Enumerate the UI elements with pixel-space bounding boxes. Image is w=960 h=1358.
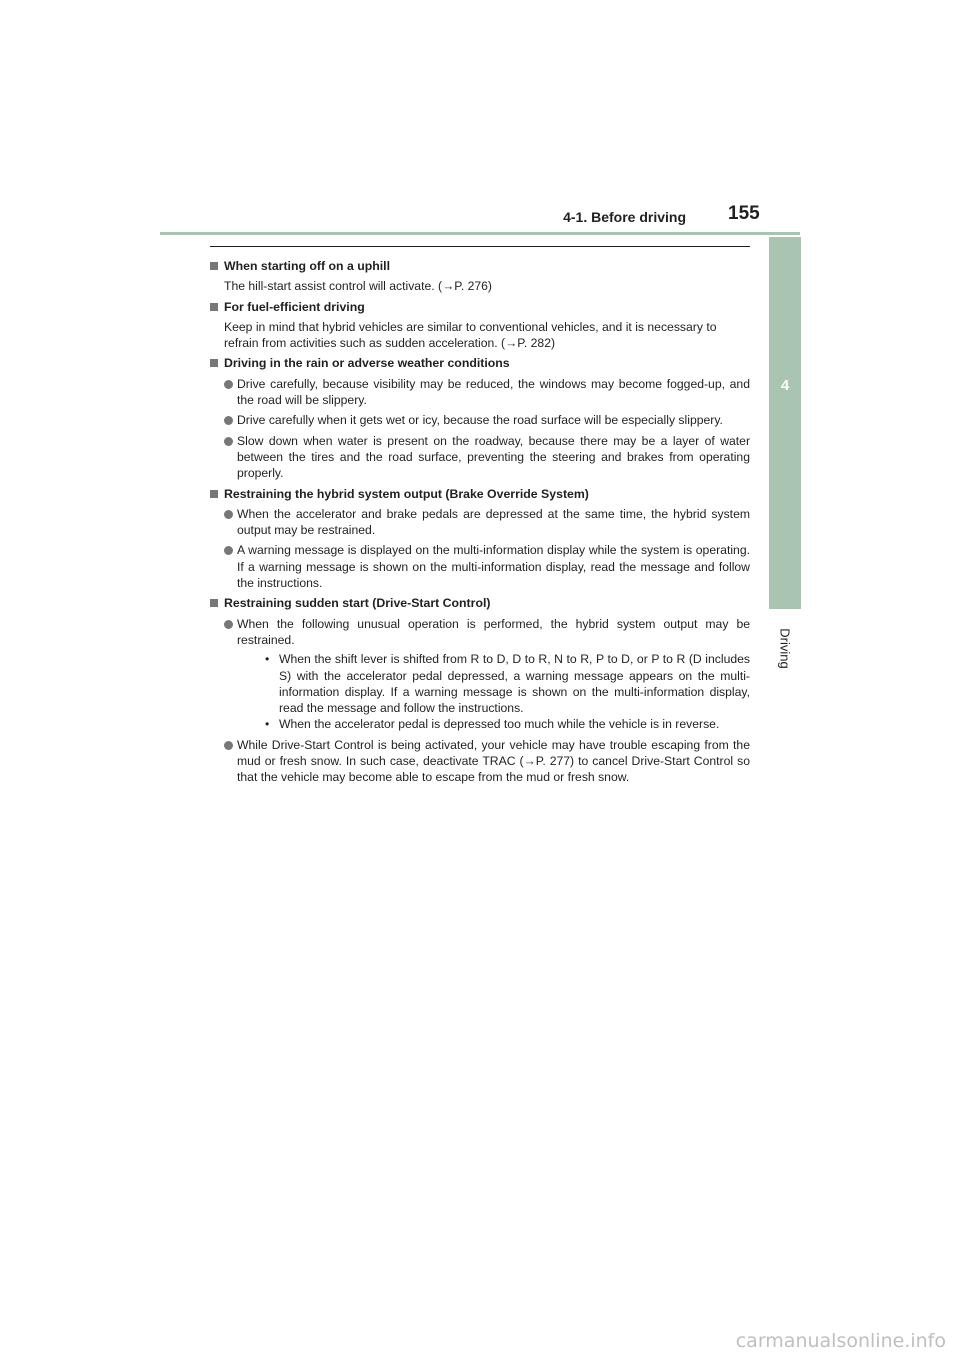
sub-list <box>237 651 750 732</box>
bullet-item <box>210 412 750 428</box>
sub-bullet-mark: • <box>265 717 270 732</box>
round-bullet-icon <box>224 437 233 446</box>
sub-item <box>265 716 750 732</box>
square-bullet-icon <box>210 599 218 607</box>
round-bullet-icon <box>224 741 233 750</box>
chapter-label <box>772 622 798 674</box>
square-bullet-icon <box>210 303 218 311</box>
page-content <box>210 258 750 786</box>
round-bullet-icon <box>224 546 233 555</box>
round-bullet-icon <box>224 620 233 629</box>
square-bullet-icon <box>210 262 218 270</box>
bullet-item <box>210 542 750 591</box>
sub-text: When the accelerator pedal is depressed too much while the vehicle is in reverse. <box>279 717 720 732</box>
sub-text: When the shift lever is shifted from R to D, D to R, N to R, P to D, or P to R (D includes S) with the accelerator pedal depressed, a warning message appears on the multi-information display. If a warning message is shown on the multi-information display, read the message and follow the instructions. <box>279 652 750 716</box>
heading-text: When starting off on a uphill <box>224 259 390 273</box>
section-heading <box>210 258 750 274</box>
bullet-item <box>210 737 750 786</box>
header-rule <box>160 232 800 235</box>
content-rule <box>210 246 750 247</box>
bullet-item <box>210 506 750 539</box>
square-bullet-icon <box>210 359 218 367</box>
section-paragraph: Keep in mind that hybrid vehicles are similar to conventional vehicles, and it is necessary to refrain from activities such as sudden acceleration. (→P. 282) <box>224 319 717 351</box>
bullet-text: Slow down when water is present on the roadway, because there may be a layer of water between the tires and the road surface, preventing the steering and brakes from operating properly. <box>237 433 750 481</box>
heading-text: Driving in the rain or adverse weather conditions <box>224 356 510 371</box>
bullet-text: While Drive-Start Control is being activated, your vehicle may have trouble escaping from the mud or fresh snow. In such case, deactivate TRAC (→P. 277) to cancel Drive-Start Control so that the vehicle may become able to escape from the mud or fresh snow. <box>237 737 750 785</box>
section-heading <box>210 486 750 502</box>
sub-item <box>265 651 750 716</box>
page-number: 155 <box>728 203 760 224</box>
section-title: 4-1. Before driving <box>563 209 686 225</box>
bullet-text: When the following unusual operation is performed, the hybrid system output may be restrained. <box>237 616 750 647</box>
section-heading <box>210 299 750 315</box>
watermark[interactable]: carmanualsonline.info <box>735 1330 946 1352</box>
chapter-tab[interactable] <box>769 237 801 609</box>
section-heading <box>210 595 750 611</box>
square-bullet-icon <box>210 490 218 498</box>
round-bullet-icon <box>224 380 233 389</box>
sub-bullet-mark: • <box>265 652 270 667</box>
round-bullet-icon <box>224 416 233 425</box>
bullet-text: When the accelerator and brake pedals are depressed at the same time, the hybrid system output may be restrained. <box>237 506 750 538</box>
bullet-text: A warning message is displayed on the multi-information display while the system is operating. If a warning message is shown on the multi-information display, read the message and follow the instructions. <box>237 543 750 591</box>
bullet-item <box>210 433 750 482</box>
bullet-item <box>210 376 750 409</box>
chapter-label-text: Driving <box>777 627 793 669</box>
section-heading <box>210 355 750 371</box>
section-paragraph: The hill-start assist control will activate. (→P. 276) <box>224 279 492 294</box>
round-bullet-icon <box>224 510 233 519</box>
heading-text: For fuel-efficient driving <box>224 299 365 314</box>
heading-text: Restraining sudden start (Drive-Start Control) <box>224 596 491 611</box>
bullet-text: Drive carefully when it gets wet or icy, because the road surface will be especially slippery. <box>237 413 723 428</box>
heading-text: Restraining the hybrid system output (Brake Override System) <box>224 486 589 501</box>
chapter-number: 4 <box>780 377 790 394</box>
bullet-text: Drive carefully, because visibility may be reduced, the windows may become fogged-up, and the road will be slippery. <box>237 376 750 408</box>
bullet-item <box>210 616 750 733</box>
